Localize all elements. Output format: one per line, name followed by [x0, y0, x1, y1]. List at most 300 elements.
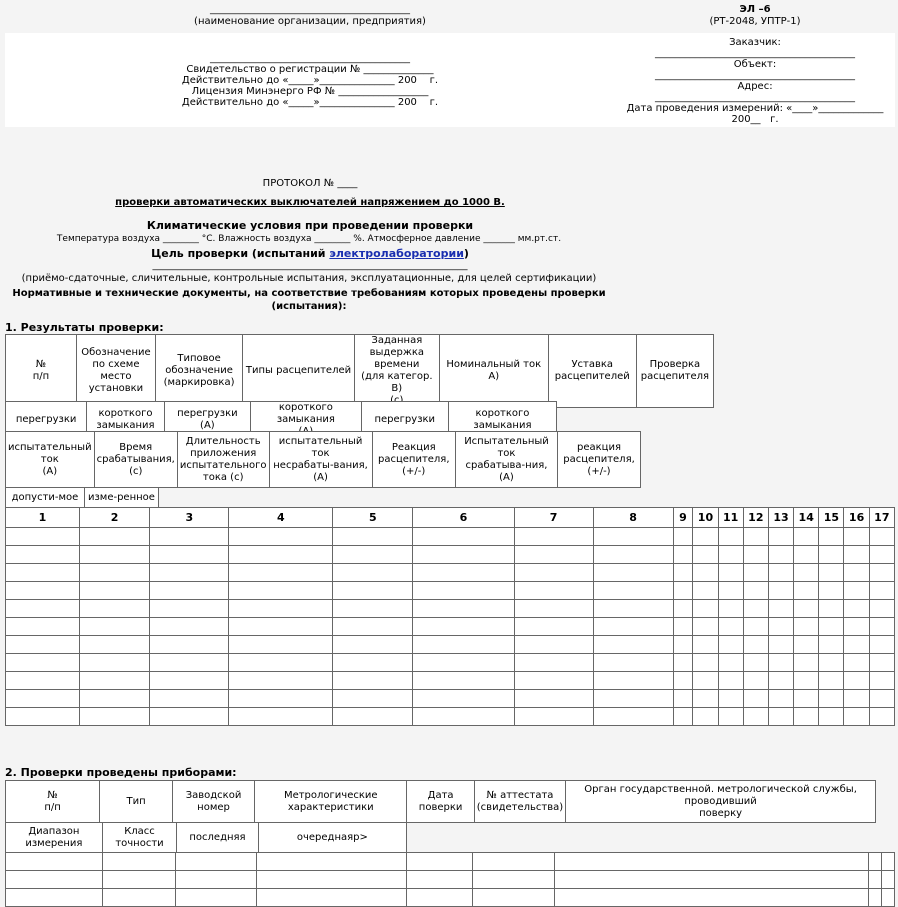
- table-cell: [333, 546, 413, 564]
- table-cell: [718, 690, 743, 708]
- instruments-header-row2: [5, 822, 407, 853]
- table-cell: [693, 654, 718, 672]
- results-subheader2-cell-4: испытательный ток несрабаты-вания, (А): [269, 432, 372, 488]
- table-cell: [882, 853, 895, 871]
- table-cell: [79, 600, 149, 618]
- table-cell: [256, 889, 406, 907]
- results-subheader-cell-3: перегрузки (А): [164, 402, 250, 439]
- table-cell: [693, 636, 718, 654]
- table-cell: [79, 636, 149, 654]
- date-year: 200__ г.: [731, 114, 779, 125]
- column-number-4: 4: [229, 508, 333, 528]
- object-label: Объект:: [733, 59, 777, 70]
- table-cell: [768, 564, 793, 582]
- table-row: [6, 600, 895, 618]
- table-cell: [333, 528, 413, 546]
- results-subheader2-cell-5: Реакция расцепителя, (+/-): [372, 432, 455, 488]
- table-cell: [413, 600, 514, 618]
- column-number-1: 1: [6, 508, 80, 528]
- table-cell: [6, 654, 80, 672]
- protocol-title: ПРОТОКОЛ № ____: [262, 178, 358, 189]
- table-cell: [514, 600, 593, 618]
- results-table: [5, 507, 895, 726]
- org-header: [120, 4, 500, 28]
- table-cell: [593, 672, 673, 690]
- instruments-header-cell-2: Тип: [100, 781, 173, 823]
- table-cell: [593, 600, 673, 618]
- object-line: ________________________________________: [655, 70, 855, 81]
- table-cell: [514, 546, 593, 564]
- table-cell: [406, 889, 472, 907]
- column-number-9: 9: [673, 508, 693, 528]
- table-cell: [514, 672, 593, 690]
- table-cell: [743, 672, 768, 690]
- column-number-3: 3: [150, 508, 229, 528]
- results-header-cell-3: Типовое обозначение (маркировка): [155, 335, 242, 408]
- table-cell: [333, 618, 413, 636]
- results-header-cell-6: Номинальный ток А): [439, 335, 548, 408]
- instruments-subheader-cell-3: последняя: [177, 823, 259, 853]
- table-cell: [673, 672, 693, 690]
- table-cell: [794, 582, 819, 600]
- table-cell: [844, 690, 869, 708]
- table-cell: [6, 582, 80, 600]
- table-row: [6, 853, 895, 871]
- table-cell: [333, 708, 413, 726]
- address-line: ________________________________________: [655, 92, 855, 103]
- table-cell: [693, 618, 718, 636]
- table-cell: [593, 708, 673, 726]
- column-number-11: 11: [718, 508, 743, 528]
- table-cell: [593, 564, 673, 582]
- table-cell: [693, 564, 718, 582]
- table-cell: [794, 672, 819, 690]
- table-cell: [869, 636, 894, 654]
- results-subheader3-cell-1: допусти-мое: [6, 488, 85, 508]
- table-cell: [6, 564, 80, 582]
- table-cell: [819, 582, 844, 600]
- table-row: [6, 546, 895, 564]
- table-cell: [869, 708, 894, 726]
- table-cell: [844, 582, 869, 600]
- table-cell: [768, 528, 793, 546]
- table-cell: [413, 564, 514, 582]
- table-cell: [514, 690, 593, 708]
- table-cell: [869, 564, 894, 582]
- table-cell: [473, 871, 555, 889]
- table-cell: [844, 528, 869, 546]
- table-cell: [844, 672, 869, 690]
- column-number-8: 8: [593, 508, 673, 528]
- instruments-header-cell-3: Заводской номер: [172, 781, 254, 823]
- results-header-row3: [5, 431, 641, 488]
- table-cell: [673, 636, 693, 654]
- table-cell: [229, 654, 333, 672]
- results-header-row4: [5, 487, 159, 508]
- table-cell: [406, 853, 472, 871]
- table-cell: [743, 708, 768, 726]
- valid-until-1: Действительно до «_____»_______________ 200 г.: [181, 75, 439, 86]
- table-cell: [413, 546, 514, 564]
- results-subheader2-cell-1: испытательный ток (А): [6, 432, 95, 488]
- table-cell: [333, 600, 413, 618]
- results-subheader2-cell-3: Длительность приложения испытательного тока (с): [177, 432, 269, 488]
- table-cell: [229, 546, 333, 564]
- table-cell: [743, 564, 768, 582]
- section1-title: 1. Результаты проверки:: [5, 321, 164, 334]
- results-header-cell-8: Проверка расцепителя: [636, 335, 713, 408]
- table-cell: [743, 618, 768, 636]
- table-cell: [718, 636, 743, 654]
- table-cell: [673, 690, 693, 708]
- table-cell: [593, 582, 673, 600]
- goal-note: (приёмо-сдаточные, сличительные, контрольные испытания, эксплуатационные, для целей сертификации): [21, 273, 597, 284]
- table-cell: [743, 546, 768, 564]
- instruments-subheader-cell-2: Класс точности: [102, 823, 176, 853]
- right-block: [615, 37, 895, 125]
- table-cell: [555, 871, 868, 889]
- table-cell: [718, 600, 743, 618]
- table-cell: [819, 672, 844, 690]
- table-cell: [6, 871, 103, 889]
- table-cell: [869, 546, 894, 564]
- table-cell: [256, 871, 406, 889]
- table-cell: [673, 546, 693, 564]
- customer-line: ________________________________________: [655, 48, 855, 59]
- table-cell: [794, 528, 819, 546]
- table-row: [6, 672, 895, 690]
- form-code-block: [620, 4, 890, 28]
- table-cell: [514, 636, 593, 654]
- results-subheader-cell-6: короткого замыкания: [448, 402, 556, 439]
- table-cell: [6, 672, 80, 690]
- table-cell: [150, 636, 229, 654]
- customer-label: Заказчик:: [729, 37, 781, 48]
- table-cell: [673, 708, 693, 726]
- table-cell: [229, 708, 333, 726]
- table-cell: [229, 582, 333, 600]
- org-caption: (наименование организации, предприятия): [194, 16, 426, 27]
- table-cell: [406, 871, 472, 889]
- table-row: [6, 708, 895, 726]
- form-code: ЭЛ –6: [739, 4, 771, 15]
- table-cell: [768, 582, 793, 600]
- table-cell: [819, 708, 844, 726]
- table-row: [6, 528, 895, 546]
- table-cell: [844, 600, 869, 618]
- registration-certificate: Свидетельство о регистрации № ______________: [186, 64, 434, 75]
- table-cell: [693, 528, 718, 546]
- table-cell: [743, 690, 768, 708]
- table-cell: [819, 654, 844, 672]
- table-cell: [844, 636, 869, 654]
- table-cell: [768, 636, 793, 654]
- table-cell: [229, 600, 333, 618]
- table-cell: [79, 690, 149, 708]
- table-cell: [413, 618, 514, 636]
- table-cell: [6, 618, 80, 636]
- table-cell: [794, 618, 819, 636]
- table-cell: [768, 654, 793, 672]
- table-cell: [229, 690, 333, 708]
- table-cell: [693, 582, 718, 600]
- left-line0: ________________________________________: [210, 53, 410, 64]
- table-cell: [743, 636, 768, 654]
- table-cell: [514, 528, 593, 546]
- table-cell: [6, 600, 80, 618]
- instruments-subheader-cell-1: Диапазон измерения: [6, 823, 103, 853]
- table-row: [6, 582, 895, 600]
- table-cell: [150, 618, 229, 636]
- table-cell: [844, 708, 869, 726]
- table-cell: [413, 690, 514, 708]
- table-cell: [79, 654, 149, 672]
- table-cell: [6, 889, 103, 907]
- table-cell: [6, 546, 80, 564]
- table-cell: [869, 672, 894, 690]
- table-cell: [555, 853, 868, 871]
- table-cell: [693, 546, 718, 564]
- table-cell: [844, 546, 869, 564]
- section2-title: 2. Проверки проведены приборами:: [5, 766, 237, 779]
- table-cell: [819, 564, 844, 582]
- table-cell: [844, 654, 869, 672]
- left-block: [180, 53, 440, 108]
- goal-line: _______________________________________________________________: [152, 260, 468, 271]
- table-row: [6, 654, 895, 672]
- table-cell: [868, 853, 882, 871]
- results-header-cell-2: Обозначение по схеме место установки: [76, 335, 155, 408]
- results-header-table: [5, 334, 714, 408]
- table-cell: [673, 654, 693, 672]
- table-cell: [150, 546, 229, 564]
- table-cell: [882, 871, 895, 889]
- table-cell: [768, 600, 793, 618]
- table-cell: [413, 708, 514, 726]
- results-header-cell-4: Типы расцепителей: [243, 335, 355, 408]
- table-cell: [473, 853, 555, 871]
- table-cell: [882, 889, 895, 907]
- table-cell: [150, 564, 229, 582]
- date-label: Дата проведения измерений: «____»_____________: [626, 103, 884, 114]
- valid-until-2: Действительно до «_____»_______________ 200 г.: [181, 97, 439, 108]
- instruments-header-cell-1: № п/п: [6, 781, 100, 823]
- table-cell: [794, 654, 819, 672]
- electrolab-link[interactable]: электролаборатории: [329, 247, 464, 260]
- table-cell: [743, 654, 768, 672]
- table-cell: [794, 690, 819, 708]
- table-cell: [150, 600, 229, 618]
- table-cell: [514, 564, 593, 582]
- org-line: ________________________________________: [210, 4, 410, 15]
- climate-title: Климатические условия при проведении проверки: [146, 219, 474, 232]
- table-cell: [794, 564, 819, 582]
- table-cell: [768, 618, 793, 636]
- table-cell: [229, 528, 333, 546]
- table-cell: [718, 618, 743, 636]
- table-cell: [593, 654, 673, 672]
- results-subheader-cell-4: короткого замыкания: [251, 402, 362, 439]
- table-cell: [150, 582, 229, 600]
- table-cell: [718, 654, 743, 672]
- table-cell: [229, 618, 333, 636]
- table-cell: [333, 672, 413, 690]
- table-cell: [869, 582, 894, 600]
- table-cell: [718, 528, 743, 546]
- results-subheader-cell-2: короткого замыкания: [87, 402, 164, 439]
- instruments-table: [5, 852, 895, 907]
- table-cell: [79, 546, 149, 564]
- table-cell: [768, 708, 793, 726]
- table-cell: [6, 636, 80, 654]
- results-subheader-cell-5: перегрузки: [361, 402, 448, 439]
- table-cell: [102, 871, 176, 889]
- goal-suffix: ): [463, 247, 469, 260]
- instruments-header-cell-5: Дата поверки: [407, 781, 474, 823]
- table-cell: [869, 618, 894, 636]
- column-number-7: 7: [514, 508, 593, 528]
- protocol-subtitle: проверки автоматических выключателей напряжением до 1000 В.: [115, 197, 505, 208]
- table-cell: [150, 654, 229, 672]
- table-cell: [150, 690, 229, 708]
- table-cell: [673, 600, 693, 618]
- column-number-2: 2: [79, 508, 149, 528]
- goal-line-text: [60, 247, 560, 260]
- table-cell: [150, 708, 229, 726]
- table-cell: [473, 889, 555, 907]
- column-number-16: 16: [844, 508, 869, 528]
- table-cell: [79, 618, 149, 636]
- results-subheader3-cell-2: изме-ренное: [84, 488, 158, 508]
- table-cell: [514, 654, 593, 672]
- table-cell: [673, 582, 693, 600]
- instruments-subheader-cell-4: очереднаяр>: [258, 823, 406, 853]
- column-number-6: 6: [413, 508, 514, 528]
- table-cell: [176, 889, 256, 907]
- table-cell: [333, 564, 413, 582]
- column-number-10: 10: [693, 508, 718, 528]
- table-cell: [693, 708, 718, 726]
- table-cell: [819, 546, 844, 564]
- table-cell: [768, 690, 793, 708]
- goal-prefix: Цель проверки (испытаний: [151, 247, 330, 260]
- table-cell: [413, 528, 514, 546]
- table-cell: [743, 600, 768, 618]
- table-cell: [869, 528, 894, 546]
- table-cell: [79, 564, 149, 582]
- table-cell: [673, 528, 693, 546]
- table-cell: [794, 600, 819, 618]
- table-cell: [333, 636, 413, 654]
- table-cell: [333, 690, 413, 708]
- column-number-5: 5: [333, 508, 413, 528]
- table-cell: [593, 636, 673, 654]
- table-cell: [413, 582, 514, 600]
- column-number-15: 15: [819, 508, 844, 528]
- table-cell: [869, 690, 894, 708]
- table-cell: [333, 582, 413, 600]
- table-cell: [794, 708, 819, 726]
- table-cell: [743, 582, 768, 600]
- results-subheader2-cell-7: реакция расцепителя, (+/-): [558, 432, 641, 488]
- table-cell: [718, 546, 743, 564]
- table-cell: [514, 708, 593, 726]
- table-cell: [514, 582, 593, 600]
- table-cell: [819, 618, 844, 636]
- table-cell: [102, 853, 176, 871]
- table-row: [6, 690, 895, 708]
- license-line: Лицензия Минэнерго РФ № __________________: [191, 86, 429, 97]
- table-cell: [673, 618, 693, 636]
- table-cell: [718, 708, 743, 726]
- table-cell: [794, 546, 819, 564]
- results-subheader-cell-1: перегрузки: [6, 402, 87, 439]
- table-cell: [256, 853, 406, 871]
- table-cell: [6, 708, 80, 726]
- table-cell: [819, 528, 844, 546]
- results-header-cell-5: Заданная выдержка времени (для категор. В): [354, 335, 439, 408]
- table-cell: [79, 708, 149, 726]
- table-cell: [514, 618, 593, 636]
- instruments-header-cell-6: № аттестата (свидетельства): [474, 781, 565, 823]
- table-cell: [413, 654, 514, 672]
- climate-line: Температура воздуха ________ °С. Влажность воздуха ________ %. Атмосферное давление _______ мм.рт.ст.: [56, 234, 562, 244]
- table-cell: [718, 672, 743, 690]
- form-ref: (РТ-2048, УПТР-1): [709, 16, 801, 27]
- table-cell: [593, 528, 673, 546]
- table-cell: [844, 618, 869, 636]
- table-cell: [6, 853, 103, 871]
- table-cell: [869, 654, 894, 672]
- table-cell: [79, 582, 149, 600]
- norms-line1: Нормативные и технические документы, на соответствие требованиям которых проведены проверки: [12, 288, 606, 299]
- table-cell: [693, 672, 718, 690]
- table-cell: [79, 672, 149, 690]
- results-header-cell-7: Уставка расцепителей: [548, 335, 636, 408]
- table-row: [6, 564, 895, 582]
- table-cell: [150, 672, 229, 690]
- table-cell: [844, 564, 869, 582]
- table-cell: [229, 564, 333, 582]
- table-cell: [333, 654, 413, 672]
- table-cell: [868, 871, 882, 889]
- table-cell: [868, 889, 882, 907]
- table-cell: [555, 889, 868, 907]
- table-cell: [413, 672, 514, 690]
- instruments-header-table: [5, 780, 876, 823]
- table-row: [6, 871, 895, 889]
- table-cell: [743, 528, 768, 546]
- table-cell: [869, 600, 894, 618]
- table-cell: [593, 690, 673, 708]
- table-cell: [819, 600, 844, 618]
- table-row: [6, 618, 895, 636]
- table-cell: [693, 600, 718, 618]
- table-cell: [150, 528, 229, 546]
- table-row: [6, 889, 895, 907]
- column-number-14: 14: [794, 508, 819, 528]
- table-cell: [229, 672, 333, 690]
- table-cell: [673, 564, 693, 582]
- table-cell: [593, 618, 673, 636]
- table-cell: [176, 871, 256, 889]
- table-cell: [102, 889, 176, 907]
- column-number-12: 12: [743, 508, 768, 528]
- results-subheader2-cell-6: Испытательный ток срабатыва-ния, (А): [455, 432, 557, 488]
- table-cell: [693, 690, 718, 708]
- table-row: [6, 636, 895, 654]
- results-header-cell-1: № п/п: [6, 335, 77, 408]
